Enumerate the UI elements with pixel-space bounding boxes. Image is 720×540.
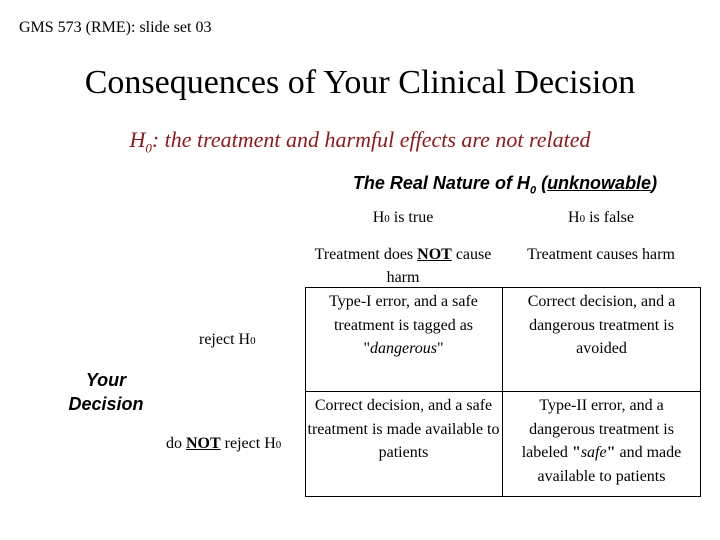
col2-h: H [568, 209, 580, 226]
reject-pre: reject H [199, 331, 251, 348]
row-label-do-not-reject [166, 435, 281, 453]
col-desc-1-not: NOT [417, 246, 452, 263]
col1-h: H [372, 209, 385, 226]
c22-pre: Type-II error, and a dangerous treatment is labeled [521, 397, 674, 461]
cell-correct-accept: Correct decision, and a safe treatment is made available to patients [307, 397, 500, 461]
c11-italic: dangerous [370, 340, 437, 357]
real-nature-subscript: 0 [529, 184, 537, 197]
column-desc-no-harm [305, 243, 501, 289]
dnr-pre: do [166, 435, 186, 452]
c22-italic: safe [580, 444, 607, 461]
null-hypothesis-statement [0, 127, 720, 156]
col2-sub: 0 [579, 213, 586, 225]
dnr-not: NOT [186, 435, 221, 452]
col-desc-1-pre: Treatment does [314, 246, 418, 263]
slide-title: Consequences of Your Clinical Decision [84, 64, 636, 101]
real-nature-prefix: The Real Nature of H [352, 173, 530, 193]
your-decision-label [56, 368, 156, 416]
col1-rest: is true [389, 209, 434, 226]
unknowable-label: unknowable [547, 173, 652, 193]
slide-header: GMS 573 (RME): slide set 03 [19, 19, 212, 36]
dnr-mid: reject H [220, 435, 276, 452]
c11-pre: Type-I error, and a safe treatment is tagged as " [329, 293, 478, 357]
table-vertical-divider [502, 287, 503, 497]
h-subscript: 0 [145, 140, 152, 156]
reject-sub: 0 [250, 335, 256, 347]
cell-correct-reject: Correct decision, and a dangerous treatment is avoided [527, 293, 676, 357]
column-header-h0-true [305, 206, 501, 231]
hypothesis-text: : the treatment and harmful effects are not related [151, 127, 591, 152]
col1-sub: 0 [384, 213, 390, 225]
row-label-reject [199, 331, 256, 349]
h-symbol: H [129, 127, 146, 152]
your-decision-line1: Your [85, 370, 127, 390]
your-decision-line2: Decision [68, 394, 144, 414]
cell-type-ii-error [505, 394, 698, 488]
col-desc-1-post: cause harm [386, 246, 492, 286]
column-desc-harm: Treatment causes harm [527, 246, 675, 263]
real-nature-heading: The Real Nature of $H_0$ (unknowable) [352, 173, 658, 197]
col2-rest: is false [585, 209, 634, 226]
c22-post: and made available to patients [537, 444, 682, 485]
table-horizontal-divider [305, 391, 701, 392]
column-header-h0-false [503, 206, 699, 231]
cell-type-i-error [307, 290, 500, 361]
c22-quote-close: " [606, 444, 616, 461]
dnr-sub: 0 [275, 439, 282, 451]
c11-post: " [436, 340, 444, 357]
c22-quote-open: " [571, 444, 581, 461]
